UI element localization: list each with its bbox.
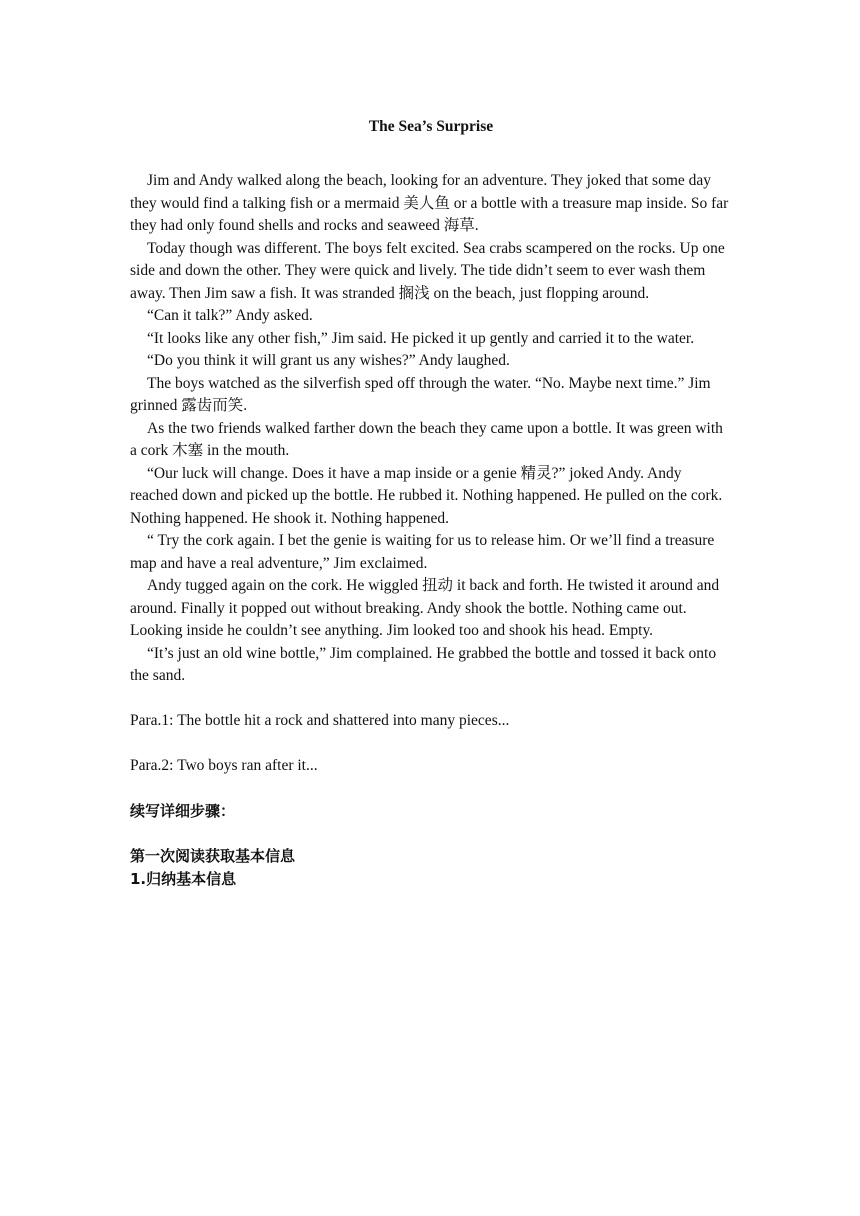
story-paragraph: “Our luck will change. Does it have a map inside or a genie 精灵?” joked Andy. Andy reached down and picked up the bottle. He rubbed it. Nothing happened. He pulled on the cork. Nothing happened. He shook it. Nothing happened.: [130, 464, 723, 527]
spacer: [130, 688, 732, 711]
document-title: The Sea’s Surprise: [368, 118, 494, 135]
story-text: [130, 170, 732, 688]
story-paragraph: “It’s just an old wine bottle,” Jim complained. He grabbed the bottle and tossed it back onto the sand.: [130, 644, 717, 684]
story-paragraph: The boys watched as the silverfish sped off through the water. “No. Maybe next time.” Jim grinned 露齿而笑.: [130, 374, 711, 414]
story-paragraph: “Do you think it will grant us any wishes?” Andy laughed.: [147, 352, 510, 369]
story-paragraph: “Can it talk?” Andy asked.: [147, 307, 313, 324]
document-page: [130, 116, 732, 890]
para-1-prompt: Para.1: The bottle hit a rock and shattered into many pieces...: [130, 712, 510, 729]
spacer: [130, 733, 732, 756]
story-paragraph: Andy tugged again on the cork. He wiggled 扭动 it back and forth. He twisted it around and around. Finally it popped out without breaking. Andy shook the bottle. Nothing came out. Looking inside he couldn’t see anything. Jim looked too and shook his head. Empty.: [130, 577, 720, 639]
story-paragraph: Jim and Andy walked along the beach, looking for an adventure. They joked that some day they would find a talking fish or a mermaid 美人鱼 or a bottle with a treasure map inside. So far they had only found shells and rocks and seaweed 海草.: [130, 172, 729, 234]
first-reading-heading: 第一次阅读获取基本信息: [130, 847, 296, 865]
story-paragraph: Today though was different. The boys felt excited. Sea crabs scampered on the rocks. Up one side and down the other. They were quick and lively. The tide didn’t seem to ever wash them away. Then Jim saw a fish. It was stranded 搁浅 on the beach, just flopping around.: [130, 239, 725, 302]
story-paragraph: As the two friends walked farther down the beach they came upon a bottle. It was green with a cork 木塞 in the mouth.: [130, 419, 723, 459]
summary-item-heading: 1.归纳基本信息: [130, 869, 237, 888]
story-paragraph: “It looks like any other fish,” Jim said. He picked it up gently and carried it to the water.: [147, 329, 695, 347]
spacer: [130, 823, 732, 846]
spacer: [130, 778, 732, 801]
para-2-prompt: Para.2: Two boys ran after it...: [130, 757, 318, 774]
steps-heading: 续写详细步骤：: [130, 802, 236, 820]
story-paragraph: “ Try the cork again. I bet the genie is waiting for us to release him. Or we’ll find a treasure map and have a real adventure,” Jim exclaimed.: [130, 532, 715, 572]
